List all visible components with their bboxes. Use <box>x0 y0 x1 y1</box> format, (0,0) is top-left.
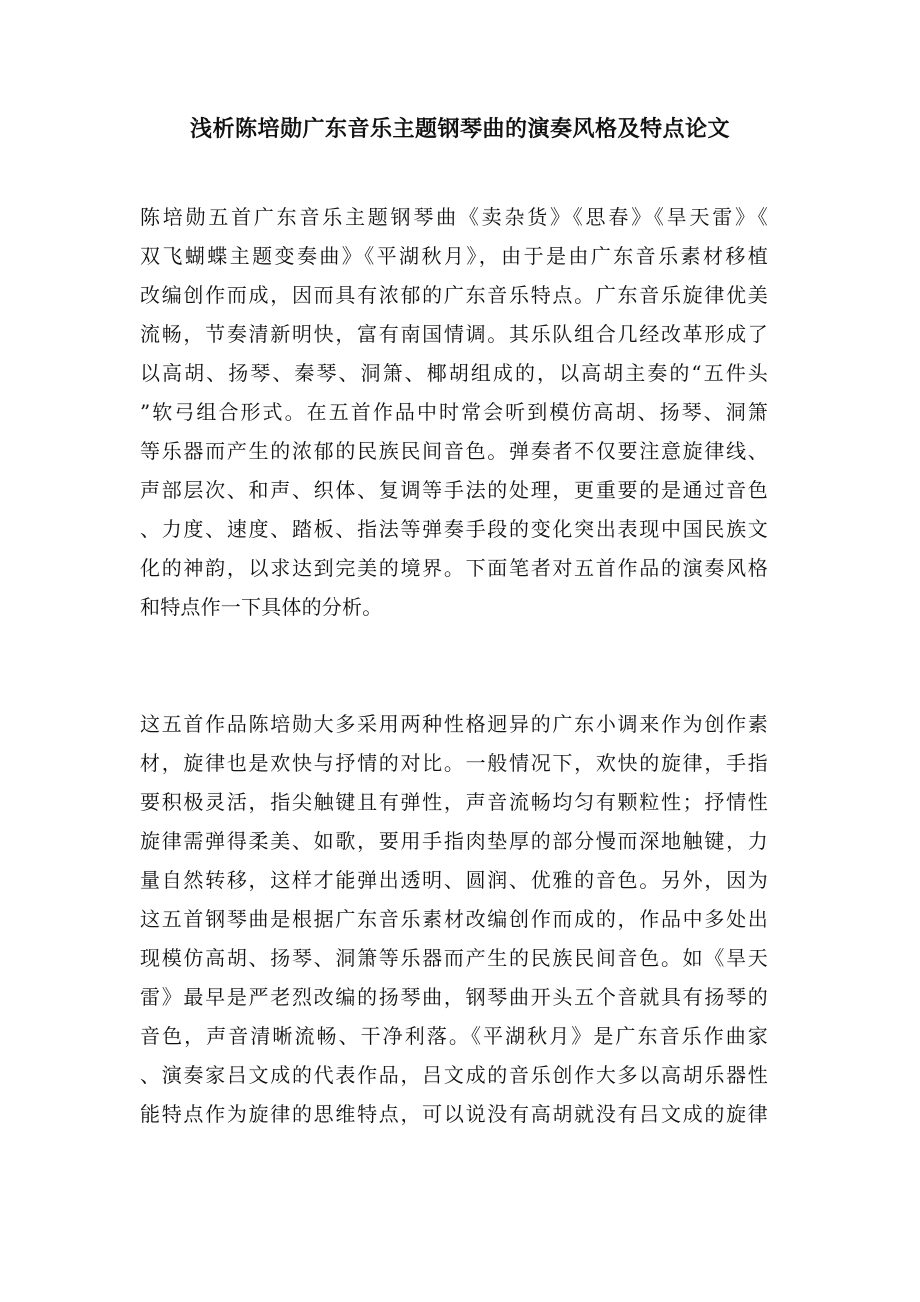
paragraph-line: 、演奏家吕文成的代表作品，吕文成的音乐创作大多以高胡乐器性 <box>140 1063 768 1087</box>
paragraph-line: 等乐器而产生的浓郁的民族民间音色。弹奏者不仅要注意旋律线、 <box>140 439 768 463</box>
paragraph-line: 量自然转移，这样才能弹出透明、圆润、优雅的音色。另外，因为 <box>140 868 768 892</box>
paragraph-line: 这五首钢琴曲是根据广东音乐素材改编创作而成的，作品中多处出 <box>140 907 768 931</box>
paragraph-line: 陈培勋五首广东音乐主题钢琴曲《卖杂货》《思春》《旱天雷》《 <box>140 205 768 229</box>
paragraph-line: 雷》最早是严老烈改编的扬琴曲，钢琴曲开头五个音就具有扬琴的 <box>140 985 768 1009</box>
paragraph-line: 要积极灵活，指尖触键且有弹性，声音流畅均匀有颗粒性；抒情性 <box>140 790 768 814</box>
paragraph-line: 声部层次、和声、织体、复调等手法的处理，更重要的是通过音色 <box>140 478 768 502</box>
paragraph-line: 双飞蝴蝶主题变奏曲》《平湖秋月》，由于是由广东音乐素材移植 <box>140 244 768 268</box>
paragraph-line: 旋律需弹得柔美、如歌，要用手指肉垫厚的部分慢而深地触键，力 <box>140 829 768 853</box>
paragraph-line: ”软弓组合形式。在五首作品中时常会听到模仿高胡、扬琴、洞箫 <box>140 400 768 424</box>
document-title: 浅析陈培勋广东音乐主题钢琴曲的演奏风格及特点论文 <box>189 116 730 142</box>
paragraph-intro <box>140 198 768 627</box>
paragraph-line: 这五首作品陈培勋大多采用两种性格迥异的广东小调来作为创作素 <box>140 712 768 736</box>
paragraph-line: 能特点作为旋律的思维特点，可以说没有高胡就没有吕文成的旋律 <box>140 1102 768 1126</box>
paragraph-line: 化的神韵，以求达到完美的境界。下面笔者对五首作品的演奏风格 <box>140 556 768 580</box>
paragraph-analysis <box>140 705 768 1134</box>
paragraph-line: 改编创作而成，因而具有浓郁的广东音乐特点。广东音乐旋律优美 <box>140 283 768 307</box>
paragraph-line: 音色，声音清晰流畅、干净利落。《平湖秋月》是广东音乐作曲家 <box>140 1024 768 1048</box>
paragraph-line: 以高胡、扬琴、秦琴、洞箫、椰胡组成的，以高胡主奏的“五件头 <box>140 361 768 385</box>
paragraph-line: 、力度、速度、踏板、指法等弹奏手段的变化突出表现中国民族文 <box>140 517 768 541</box>
paragraph-line: 材，旋律也是欢快与抒情的对比。一般情况下，欢快的旋律，手指 <box>140 751 768 775</box>
paragraph-line: 和特点作一下具体的分析。 <box>140 595 383 619</box>
paragraph-line: 流畅，节奏清新明快，富有南国情调。其乐队组合几经改革形成了 <box>140 322 768 346</box>
paragraph-line: 现模仿高胡、扬琴、洞箫等乐器而产生的民族民间音色。如《旱天 <box>140 946 768 970</box>
